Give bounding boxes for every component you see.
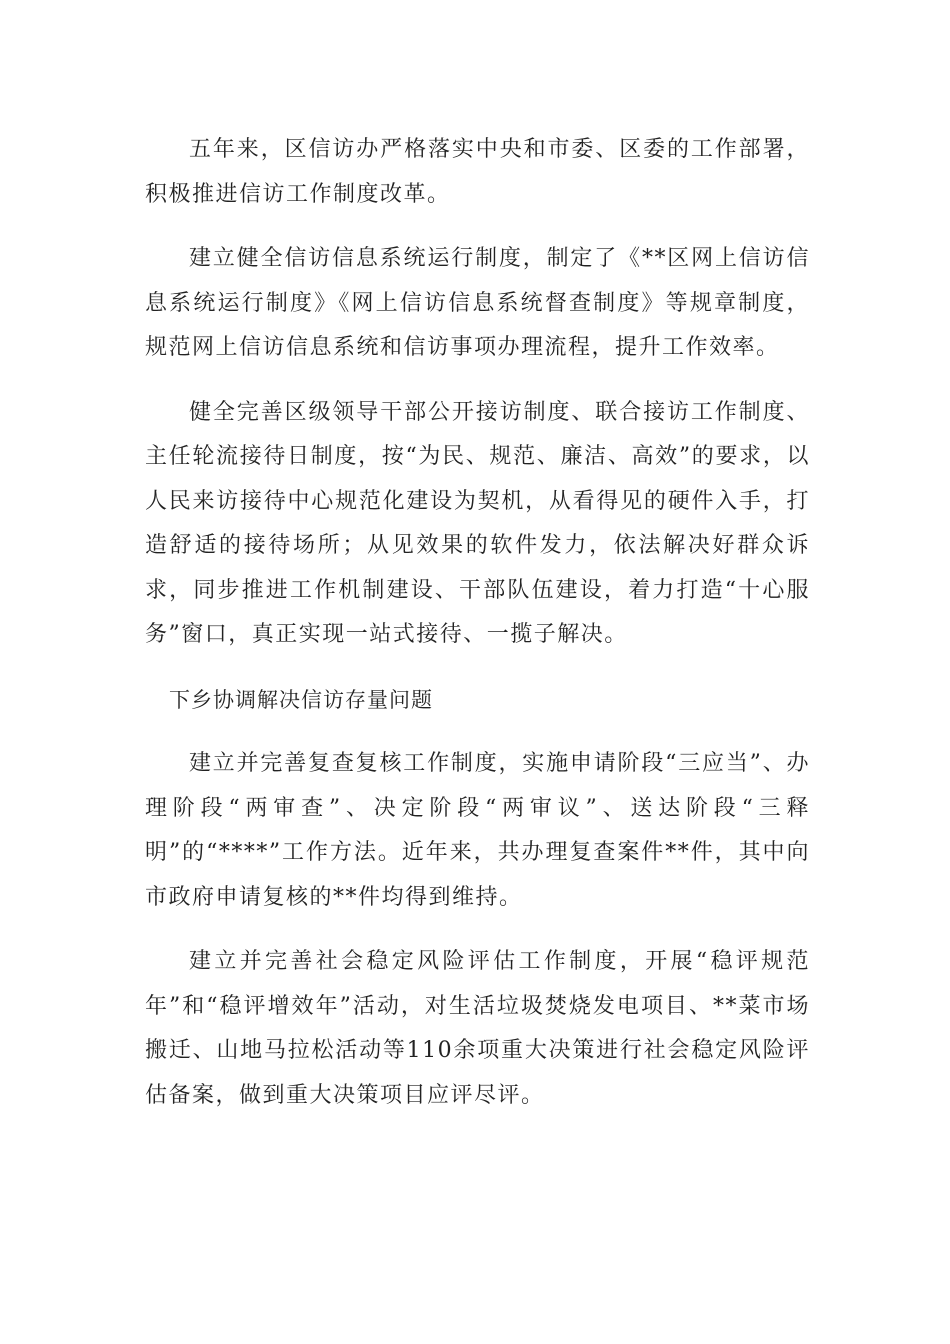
paragraph-reception: 健全完善区级领导干部公开接访制度、联合接访工作制度、主任轮流接待日制度，按“为民、规范、廉洁、高效”的要求，以人民来访接待中心规范化建设为契机，从看得见的硬件入手，打造舒适的接待场所；从见效果的软件发力，依法解决好群众诉求，同步推进工作机制建设、干部队伍建设，着力打造“十心服务”窗口，真正实现一站式接待、一揽子解决。 bbox=[145, 399, 810, 647]
document-body bbox=[145, 128, 810, 1138]
paragraph-risk-assessment: 建立并完善社会稳定风险评估工作制度，开展“稳评规范年”和“稳评增效年”活动，对生活垃圾焚烧发电项目、**菜市场搬迁、山地马拉松活动等110余项重大决策进行社会稳定风险评估备案，做到重大决策项目应评尽评。 bbox=[145, 949, 810, 1108]
paragraph-review: 建立并完善复查复核工作制度，实施申请阶段“三应当”、办理阶段“两审查”、决定阶段“两审议”、送达阶段“三释明”的“****”工作方法。近年来，共办理复查案件**件，其中向市政府申请复核的**件均得到维持。 bbox=[145, 751, 810, 910]
section-subheading: 下乡协调解决信访存量问题 bbox=[169, 687, 433, 712]
paragraph-info-system: 建立健全信访信息系统运行制度，制定了《**区网上信访信息系统运行制度》《网上信访信息系统督查制度》等规章制度，规范网上信访信息系统和信访事项办理流程，提升工作效率。 bbox=[145, 246, 810, 360]
paragraph-intro: 五年来，区信访办严格落实中央和市委、区委的工作部署，积极推进信访工作制度改革。 bbox=[145, 137, 810, 207]
